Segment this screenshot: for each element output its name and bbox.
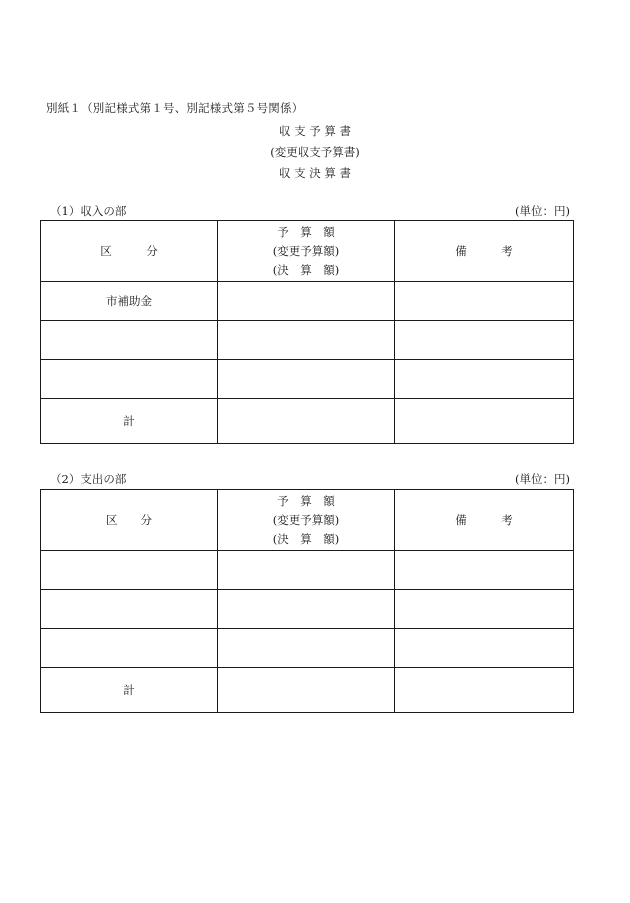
- income-row-remarks[interactable]: [395, 360, 574, 399]
- expense-row-category[interactable]: [41, 551, 218, 590]
- income-row-amount[interactable]: [218, 282, 395, 321]
- table-row: [41, 590, 574, 629]
- table-row: [41, 360, 574, 399]
- income-header-remarks: 備 考: [395, 221, 574, 282]
- table-row: [41, 629, 574, 668]
- income-unit: (単位：円): [515, 204, 570, 218]
- income-row-remarks[interactable]: [395, 282, 574, 321]
- income-header-amount: 予 算 額 (変更予算額) (決 算 額): [218, 221, 395, 282]
- expense-row-remarks[interactable]: [395, 629, 574, 668]
- income-row-category[interactable]: [41, 360, 218, 399]
- income-row-category[interactable]: 市補助金: [41, 282, 218, 321]
- expense-row-amount[interactable]: [218, 590, 395, 629]
- expense-row-amount[interactable]: [218, 629, 395, 668]
- income-total-amount[interactable]: [218, 399, 395, 444]
- title-revised-budget: (変更収支予算書): [270, 145, 360, 159]
- expense-unit: (単位：円): [515, 472, 570, 486]
- expense-section-header: [50, 471, 570, 487]
- income-total-remarks[interactable]: [395, 399, 574, 444]
- table-row: [41, 282, 574, 321]
- table-row: [41, 321, 574, 360]
- income-total-label: 計: [41, 399, 218, 444]
- expense-total-remarks[interactable]: [395, 668, 574, 713]
- income-total-row: [41, 399, 574, 444]
- document-titles: [0, 121, 630, 184]
- expense-row-amount[interactable]: [218, 551, 395, 590]
- title-budget: 収 支 予 算 書: [278, 124, 352, 138]
- income-header-row: [41, 221, 574, 282]
- income-heading: （1）収入の部: [50, 204, 127, 218]
- table-row: [41, 551, 574, 590]
- expense-row-category[interactable]: [41, 590, 218, 629]
- income-row-remarks[interactable]: [395, 321, 574, 360]
- income-row-amount[interactable]: [218, 360, 395, 399]
- expense-header-row: [41, 490, 574, 551]
- income-table: [40, 220, 574, 444]
- income-row-category[interactable]: [41, 321, 218, 360]
- expense-header-amount: 予 算 額 (変更予算額) (決 算 額): [218, 490, 395, 551]
- expense-total-amount[interactable]: [218, 668, 395, 713]
- title-settlement: 収 支 決 算 書: [278, 166, 352, 180]
- expense-row-category[interactable]: [41, 629, 218, 668]
- expense-heading: （2）支出の部: [50, 472, 127, 486]
- expense-header-remarks: 備 考: [395, 490, 574, 551]
- annex-label: 別紙１（別記様式第１号、別記様式第５号関係）: [46, 101, 304, 115]
- expense-row-remarks[interactable]: [395, 590, 574, 629]
- income-row-amount[interactable]: [218, 321, 395, 360]
- expense-table: [40, 489, 574, 713]
- expense-row-remarks[interactable]: [395, 551, 574, 590]
- expense-total-row: [41, 668, 574, 713]
- income-header-category: 区 分: [41, 221, 218, 282]
- income-section-header: [50, 203, 570, 219]
- expense-total-label: 計: [41, 668, 218, 713]
- expense-header-category: 区 分: [41, 490, 218, 551]
